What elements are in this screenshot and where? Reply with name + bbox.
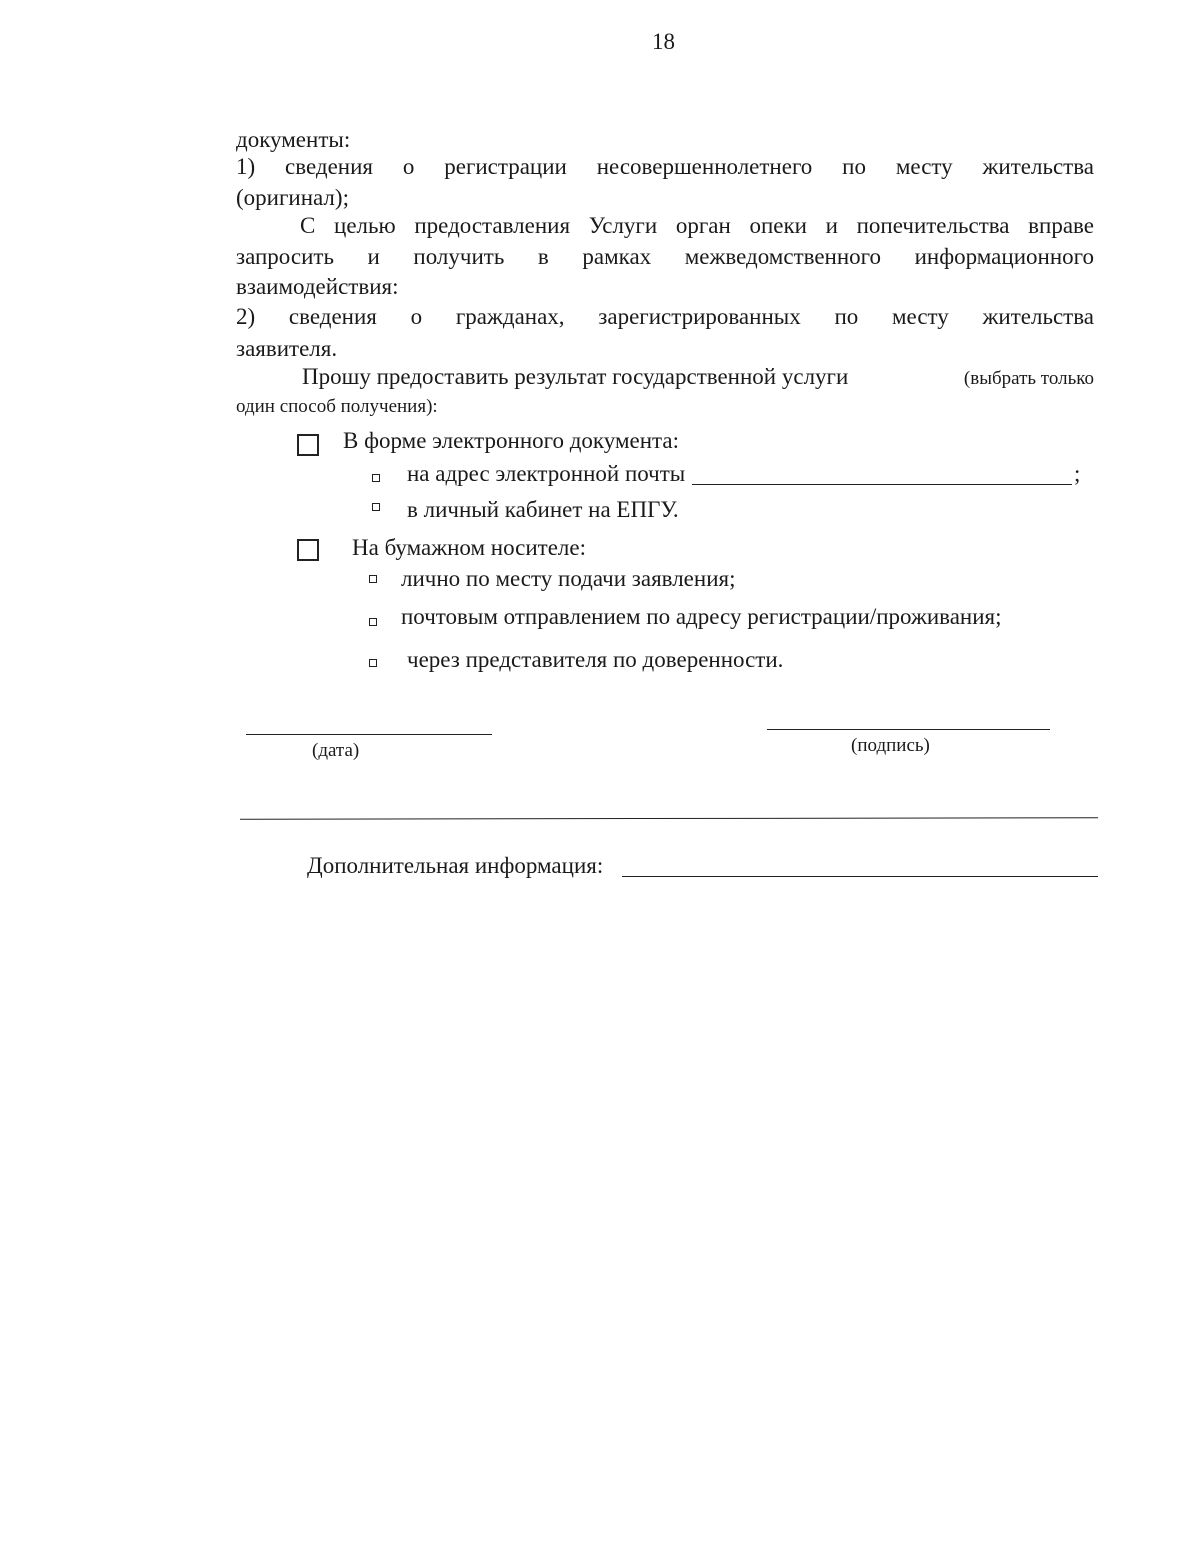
item1-line2: (оригинал); bbox=[236, 185, 349, 210]
signature-field[interactable] bbox=[767, 729, 1050, 730]
request-main-text: Прошу предоставить результат государственной услуги bbox=[302, 364, 849, 389]
mail-bullet-icon[interactable] bbox=[369, 618, 377, 626]
electronic-checkbox[interactable] bbox=[297, 434, 319, 456]
paragraph-line3: взаимодействия: bbox=[236, 274, 399, 299]
representative-bullet-icon[interactable] bbox=[369, 659, 377, 667]
email-option-label: на адрес электронной почты bbox=[407, 461, 686, 486]
request-note-text: (выбрать только bbox=[963, 368, 1094, 389]
date-field[interactable] bbox=[246, 734, 492, 735]
documents-intro: документы: bbox=[236, 127, 351, 152]
item1-line1: 1) сведения о регистрации несовершеннолетнего по месту жительства bbox=[236, 154, 1094, 179]
request-line2: один способ получения): bbox=[236, 396, 438, 417]
signature-caption: (подпись) bbox=[851, 735, 930, 756]
paper-option-label: На бумажном носителе: bbox=[352, 535, 586, 560]
in-person-bullet-icon[interactable] bbox=[369, 575, 377, 583]
portal-option-label: в личный кабинет на ЕПГУ. bbox=[407, 497, 679, 522]
paragraph-line2: запросить и получить в рамках межведомственного информационного bbox=[236, 244, 1094, 269]
date-caption: (дата) bbox=[312, 740, 360, 761]
additional-info-field[interactable] bbox=[622, 876, 1098, 877]
page-number: 18 bbox=[652, 29, 675, 54]
email-bullet-icon[interactable] bbox=[372, 474, 380, 482]
mail-option-label: почтовым отправлением по адресу регистрации/проживания; bbox=[401, 604, 1002, 629]
representative-option-label: через представителя по доверенности. bbox=[407, 647, 784, 672]
paper-checkbox[interactable] bbox=[297, 539, 319, 561]
additional-info-label: Дополнительная информация: bbox=[307, 853, 604, 878]
item2-line1: 2) сведения о гражданах, зарегистрированных по месту жительства bbox=[236, 304, 1094, 329]
item2-line2: заявителя. bbox=[236, 336, 338, 361]
electronic-option-label: В форме электронного документа: bbox=[343, 428, 679, 453]
separator-line bbox=[240, 817, 1098, 819]
email-field[interactable] bbox=[692, 484, 1072, 485]
email-suffix: ; bbox=[1074, 461, 1081, 486]
paragraph-line1: С целью предоставления Услуги орган опеки и попечительства вправе bbox=[300, 213, 1094, 238]
request-line1 bbox=[302, 362, 1094, 392]
portal-bullet-icon[interactable] bbox=[372, 503, 380, 511]
in-person-option-label: лично по месту подачи заявления; bbox=[401, 566, 736, 591]
